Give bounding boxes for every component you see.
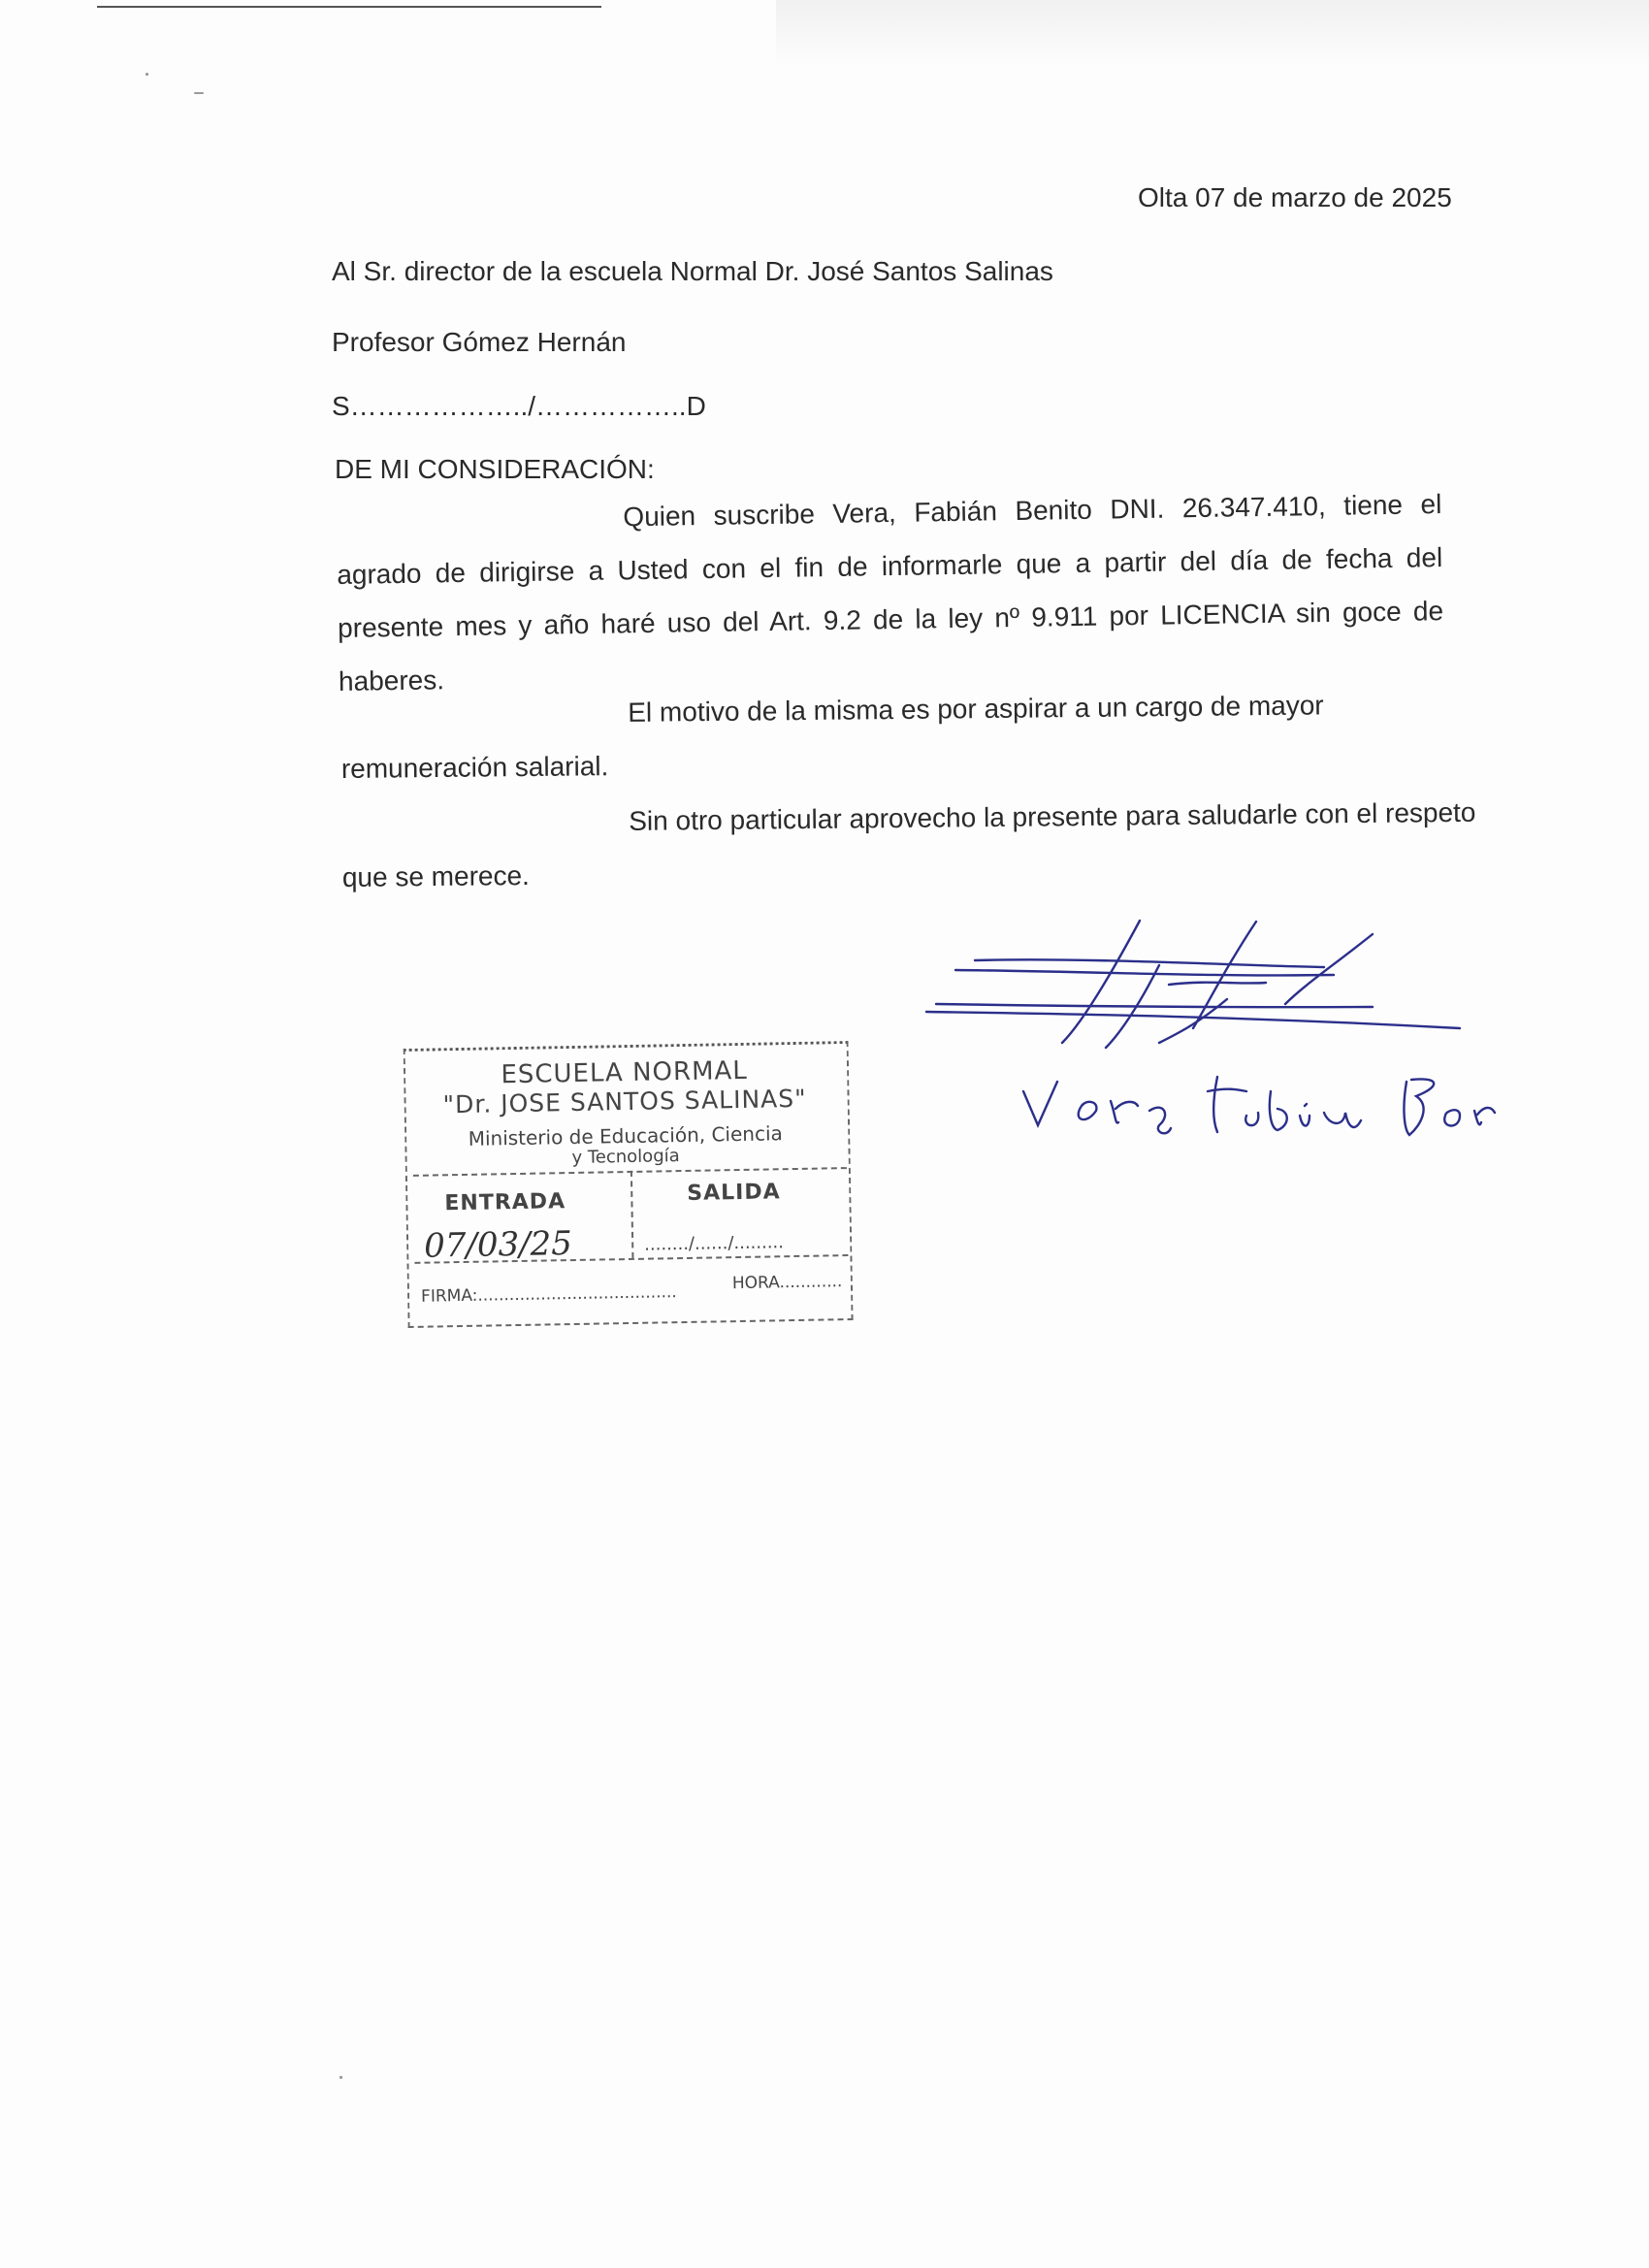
body-paragraph-2: El motivo de la misma es por aspirar a un cargo de mayor remuneración salarial. bbox=[340, 690, 1324, 784]
addressee-line: Al Sr. director de la escuela Normal Dr. José Santos Salinas bbox=[332, 256, 1053, 286]
stamp-school-name: ESCUELA NORMAL bbox=[501, 1055, 749, 1090]
school-stamp bbox=[403, 1029, 854, 1328]
addressee-sd: S………………../……………..D bbox=[332, 391, 706, 421]
stamp-school-title: "Dr. JOSE SANTOS SALINAS" bbox=[442, 1084, 807, 1119]
stamp-entrada-date: 07/03/25 bbox=[423, 1224, 573, 1266]
scan-edge-line bbox=[97, 6, 601, 8]
signature-name: Vera Fabián Benito bbox=[1014, 1135, 1022, 1136]
scan-speck bbox=[146, 73, 148, 76]
place-date: Olta 07 de marzo de 2025 bbox=[1138, 182, 1452, 212]
stamp-ministry: Ministerio de Educación, Ciencia bbox=[468, 1121, 783, 1150]
handwritten-signature bbox=[917, 907, 1499, 1159]
salutation: DE MI CONSIDERACIÓN: bbox=[335, 454, 655, 484]
stamp-firma-label: FIRMA:...................................... bbox=[420, 1282, 677, 1307]
scan-speck bbox=[340, 2076, 342, 2079]
scan-speck bbox=[194, 92, 204, 94]
body-paragraph-3: Sin otro particular aprovecho la presente para saludarle con el respeto que se merece. bbox=[341, 796, 1476, 892]
stamp-entrada-label: ENTRADA bbox=[444, 1189, 566, 1216]
stamp-hora-label: HORA............ bbox=[731, 1272, 843, 1294]
stamp-salida-label: SALIDA bbox=[687, 1180, 781, 1206]
stamp-ministry-2: y Tecnología bbox=[571, 1146, 680, 1169]
scan-shadow bbox=[776, 0, 1649, 68]
body-paragraph-1: Quien suscribe Vera, Fabián Benito DNI. 26.347.410, tiene el agrado de dirigirse a Usted con el fin de informarle que a partir del día de fecha del presente mes y año haré uso del Art. 9.2 de la ley nº 9.911 por LICENCIA sin goce de haberes. bbox=[337, 489, 1444, 697]
stamp-salida-date: ......../....../......... bbox=[644, 1232, 785, 1255]
addressee-name: Profesor Gómez Hernán bbox=[332, 327, 627, 357]
